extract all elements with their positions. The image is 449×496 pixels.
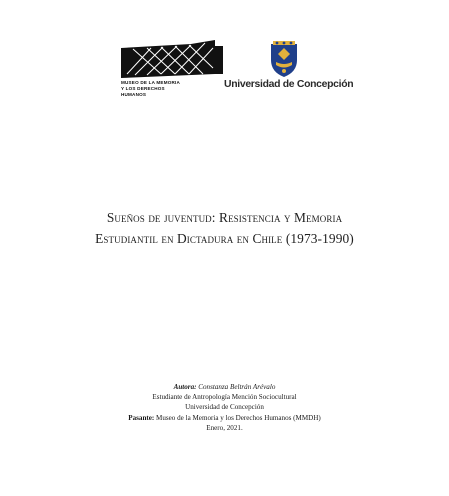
museum-line-1: MUSEO DE LA MEMORIA	[121, 80, 181, 85]
internship-place: Museo de la Memoria y los Derechos Humanos (MMDH)	[156, 413, 321, 422]
document-title	[0, 207, 449, 249]
museum-logo-graphic	[121, 40, 231, 78]
title-line-2: Estudiantil en Dictadura en Chile (1973-1990)	[95, 231, 354, 246]
author-name: Constanza Beltrán Arévalo	[198, 383, 276, 391]
museum-logo	[121, 40, 231, 132]
museum-line-2: Y LOS DERECHOS	[121, 86, 165, 92]
document-date: Enero, 2021.	[206, 423, 243, 432]
university-shield-icon	[269, 40, 299, 78]
internship-line	[0, 413, 449, 423]
author-institution: Universidad de Concepción	[185, 403, 264, 412]
university-logo	[224, 40, 352, 96]
museum-line-3: HUMANOS	[121, 92, 147, 98]
museum-logo-text	[121, 80, 231, 99]
title-line-1: Sueños de juventud: Resistencia y Memoria	[106, 210, 343, 225]
author-line	[0, 382, 449, 392]
internship-label: Pasante:	[128, 413, 155, 422]
author-label: Autora:	[173, 383, 197, 391]
university-name: Universidad de Concepción	[224, 79, 354, 90]
author-role: Estudiante de Antropología Mención Sociocultural	[152, 393, 297, 402]
author-block	[0, 382, 449, 433]
